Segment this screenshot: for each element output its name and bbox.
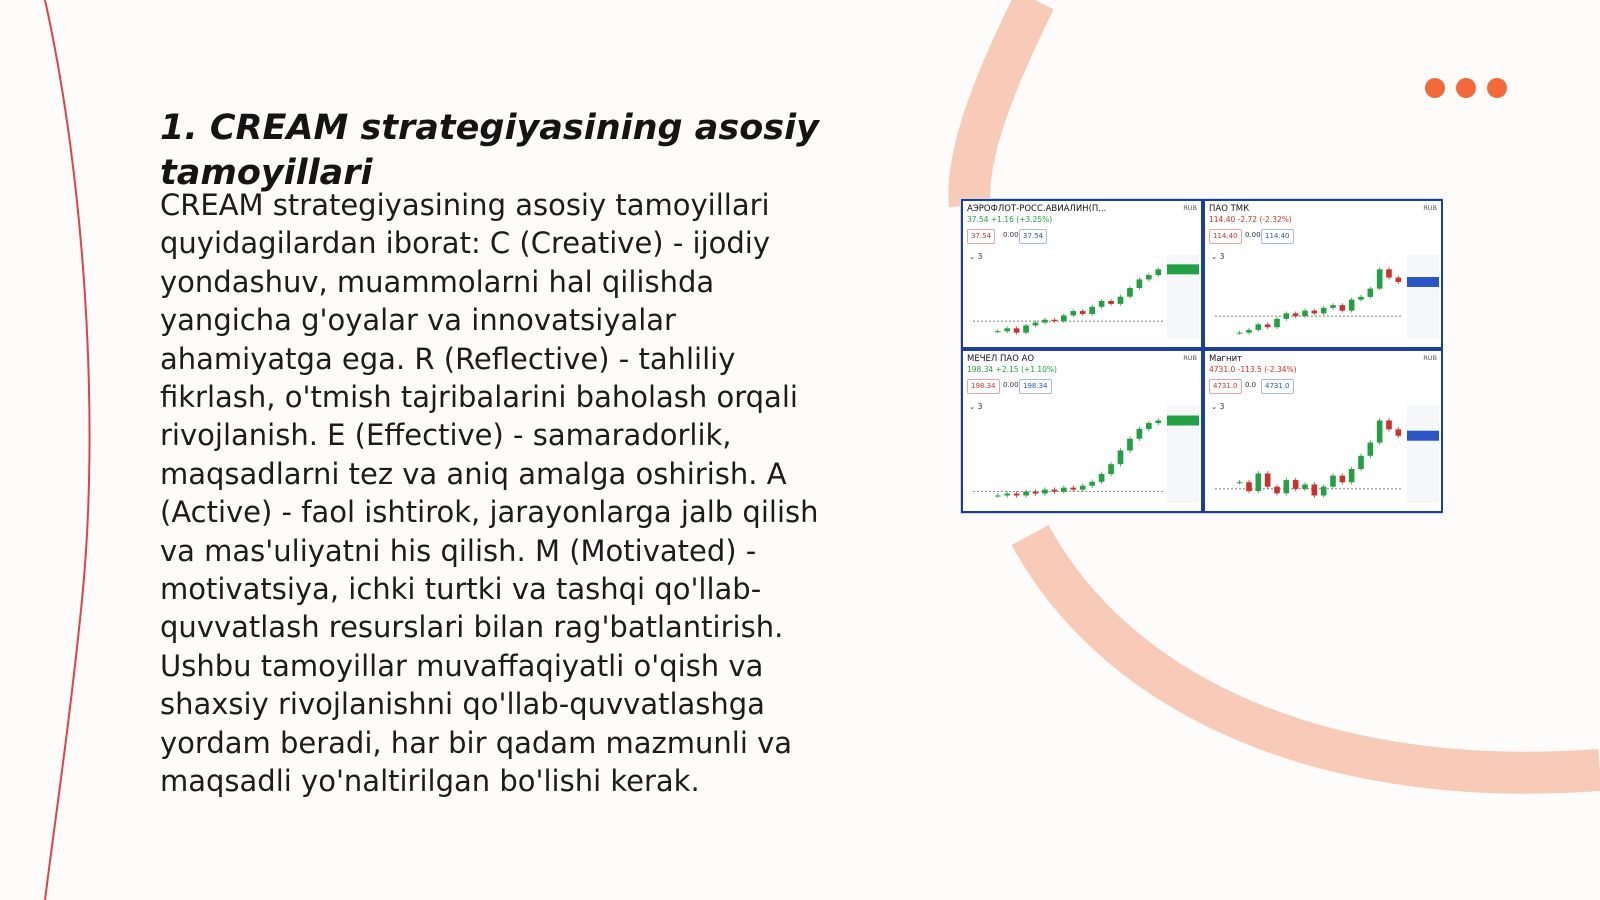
candle (1340, 476, 1346, 483)
candle (1146, 275, 1152, 279)
candle (1284, 480, 1290, 493)
candle (1368, 289, 1374, 297)
dot-3 (1487, 78, 1507, 98)
candle (1396, 278, 1402, 282)
sell-button[interactable]: 4731.0 (1209, 379, 1242, 394)
candle (1118, 297, 1124, 304)
candle (1265, 324, 1271, 327)
candle (1052, 320, 1058, 321)
ticker-name: АЭРОФЛОТ-РОСС.АВИАЛИН(П... (967, 204, 1107, 214)
price-scale (1407, 255, 1439, 339)
candle (1155, 269, 1161, 275)
current-price-tag (1167, 416, 1199, 426)
lots-value: 3 (977, 402, 983, 411)
candle (1377, 269, 1383, 288)
candle (1274, 487, 1280, 494)
chart-panel-magnit (1203, 349, 1443, 513)
candle (1099, 474, 1105, 482)
candle (1137, 279, 1143, 288)
sell-button[interactable]: 37.54 (967, 229, 995, 244)
candle (1004, 494, 1010, 496)
candle (1386, 269, 1392, 277)
slide-body-text: CREAM strategiyasining asosiy tamoyillari quyidagilardan iborat: C (Creative) - ijodiy yondashuv, muammolarni hal qilishda yangicha g'oyalar va innovatsiyalar ahamiyatga ega. R (Reflective) - tahliliy fikrlash, o'tmish tajribalarini baholash orqali rivojlanish. E (Effective) - samaradorlik, maqsadlarni tez va aniq amalga oshirish. A (Active) - faol ishtirok, jarayonlarga jalb qilish va mas'uliyatni his qilish. M (Motivated) - motivatsiya, ichki turtki va tashqi qo'llab-quvvatlash resurslari bilan rag'batlantirish. Ushbu tamoyillar muvaffaqiyatli o'qish va shaxsiy rivojlanishni qo'llab-quvvatlashga yordam beradi, har bir qadam mazmunli va maqsadli yo'naltirilgan bo'lishi kerak. (160, 188, 819, 799)
spread-value: 0.00 (1003, 381, 1019, 389)
three-dots-icon[interactable] (1425, 78, 1507, 98)
price-change: 198.34 +2.15 (+1.10%) (967, 365, 1057, 374)
candle (1033, 323, 1039, 326)
candle (1321, 308, 1327, 314)
candle (1014, 328, 1020, 332)
buy-button[interactable]: 114.40 (1261, 229, 1294, 244)
lots-selector[interactable]: ⌄ 3 (1211, 402, 1225, 411)
candle (1284, 313, 1290, 319)
dot-1 (1425, 78, 1445, 98)
lots-value: 3 (1219, 252, 1225, 261)
buy-button[interactable]: 4731.0 (1261, 379, 1294, 394)
candle (1108, 464, 1114, 474)
candle (1052, 490, 1058, 492)
candle (1237, 482, 1243, 483)
candle (1293, 313, 1299, 316)
price-chart (963, 351, 1201, 511)
currency-label: RUB (1423, 354, 1437, 362)
chart-panel-mechel (961, 349, 1203, 513)
spread-value: 0.00 (1245, 231, 1261, 239)
spread-value: 0.00 (1003, 231, 1019, 239)
candle (1396, 429, 1402, 435)
candle (1312, 484, 1318, 495)
candle (1127, 439, 1133, 451)
price-chart (1205, 351, 1441, 511)
candle (1349, 300, 1355, 311)
candle (1099, 301, 1105, 307)
current-price-tag (1407, 431, 1439, 441)
price-scale (1407, 405, 1439, 503)
candle (1080, 486, 1086, 490)
candle (995, 331, 1001, 332)
current-price-tag (1167, 264, 1199, 274)
lots-selector[interactable]: ⌄ 3 (969, 252, 983, 261)
currency-label: RUB (1183, 204, 1197, 212)
candle (1256, 324, 1262, 330)
candle (1042, 490, 1048, 494)
candle (1386, 421, 1392, 430)
current-price-tag (1407, 277, 1439, 287)
buy-button[interactable]: 37.54 (1019, 229, 1047, 244)
candle (1014, 494, 1020, 496)
candle (1358, 456, 1364, 469)
slide-title: 1. CREAM strategiyasining asosiy tamoyillari (160, 108, 819, 193)
chart-panel-aeroflot (961, 199, 1203, 349)
candle (1089, 482, 1095, 486)
lots-selector[interactable]: ⌄ 3 (969, 402, 983, 411)
trading-screenshot (960, 198, 1442, 514)
candle (1302, 311, 1308, 317)
price-change: 37.54 +1.16 (+3.25%) (967, 215, 1053, 224)
candle (1265, 473, 1271, 486)
candle (1070, 311, 1076, 315)
candle (1368, 443, 1374, 456)
candle (1349, 469, 1355, 482)
lots-selector[interactable]: ⌄ 3 (1211, 252, 1225, 261)
candle (1080, 311, 1086, 314)
ticker-name: МЕЧЕЛ ПАО АО (967, 354, 1035, 364)
candle (1274, 319, 1280, 327)
spread-value: 0.0 (1245, 381, 1257, 389)
candle (1089, 307, 1095, 314)
ticker-name: ПАО ТМК (1209, 204, 1250, 214)
candle (1061, 488, 1067, 492)
candle (1061, 315, 1067, 321)
candle (1358, 297, 1364, 300)
candle (1330, 305, 1336, 308)
candle (1023, 492, 1029, 496)
candle (1118, 450, 1124, 464)
candle (1302, 484, 1308, 488)
candle (1256, 473, 1262, 491)
candle (1042, 320, 1048, 323)
sell-button[interactable]: 114.40 (1209, 229, 1242, 244)
candle (1246, 330, 1252, 333)
candle (1127, 288, 1133, 297)
candle (1330, 476, 1336, 487)
price-change: 114.40 -2.72 (-2.32%) (1209, 215, 1292, 224)
candle (1137, 429, 1143, 439)
candle (1146, 423, 1152, 429)
candle (1321, 487, 1327, 496)
buy-button[interactable]: 198.34 (1019, 379, 1052, 394)
left-accent-line (45, 0, 90, 900)
lots-value: 3 (1219, 402, 1225, 411)
candle (995, 496, 1001, 497)
candle (1108, 301, 1114, 304)
candle (1155, 421, 1161, 424)
candle (1237, 333, 1243, 334)
candle (1340, 305, 1346, 311)
candle (1246, 482, 1252, 491)
candle (1023, 325, 1029, 332)
candle (1312, 311, 1318, 314)
ticker-name: Магнит (1209, 354, 1243, 364)
candle (1377, 421, 1383, 443)
sell-button[interactable]: 198.34 (967, 379, 1000, 394)
chart-panel-tmk (1203, 199, 1443, 349)
lots-value: 3 (977, 252, 983, 261)
candle (1004, 328, 1010, 331)
candle (1070, 488, 1076, 490)
price-change: 4731.0 -113.5 (-2.34%) (1209, 365, 1297, 374)
currency-label: RUB (1423, 204, 1437, 212)
currency-label: RUB (1183, 354, 1197, 362)
candle (1293, 480, 1299, 489)
candle (1033, 492, 1039, 494)
dot-2 (1456, 78, 1476, 98)
